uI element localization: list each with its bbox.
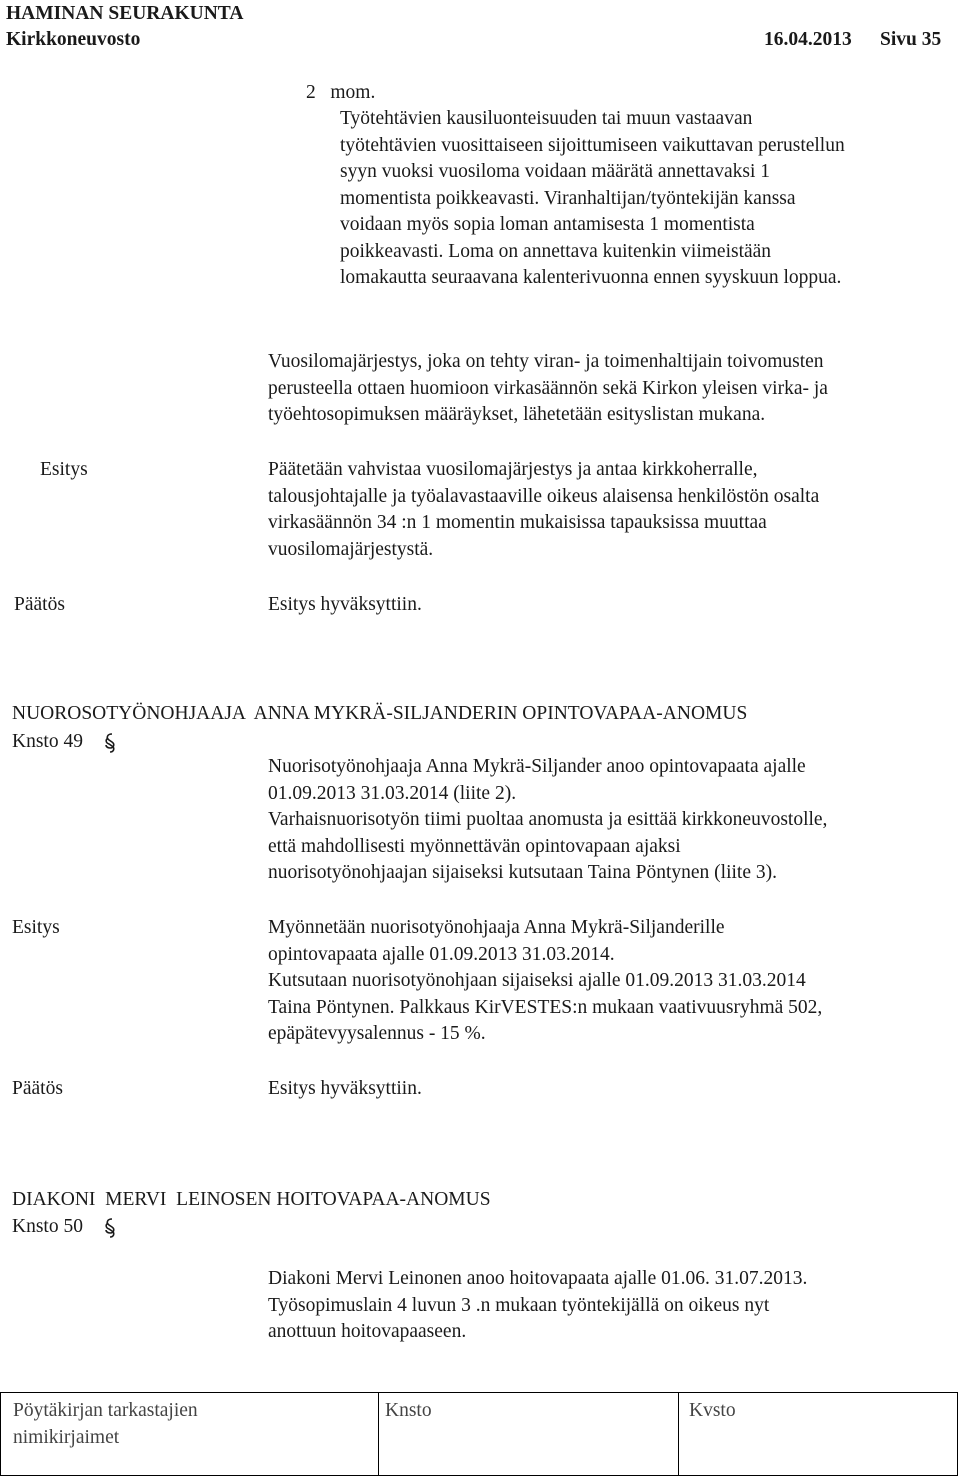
paatos-text: Esitys hyväksyttiin. <box>268 594 422 615</box>
esitys-line: epäpätevyysalennus - 15 %. <box>268 1023 486 1044</box>
para-line: Vuosilomajärjestys, joka on tehty viran- ja toimenhaltijain toivomusten <box>268 351 824 372</box>
para-line: työehtosopimuksen määräykset, lähetetään esityslistan mukana. <box>268 404 766 425</box>
body-line: Varhaisnuorisotyön tiimi puoltaa anomusta ja esittää kirkkoneuvostolle, <box>268 809 828 830</box>
mom-line: syyn vuoksi vuosiloma voidaan määrätä annettavaksi 1 <box>340 161 770 182</box>
body-line: Nuorisotyönohjaaja Anna Mykrä-Siljander anoo opintovapaata ajalle <box>268 756 806 777</box>
esitys-line: Taina Pöntynen. Palkkaus KirVESTES:n mukaan vaativuusryhmä 502, <box>268 996 823 1018</box>
section-50-title: DIAKONI MERVI LEINOSEN HOITOVAPAA-ANOMUS <box>12 1189 491 1210</box>
section-49-body <box>268 754 827 887</box>
esitys-line: vuosilomajärjestystä. <box>268 538 434 560</box>
section-49-knsto <box>12 728 83 755</box>
mom-line: voidaan myös sopia loman antamisesta 1 momentista <box>340 214 755 235</box>
esitys-line: Kutsutaan nuorisotyönohjaan sijaiseksi ajalle 01.09.2013 31.03.2014 <box>268 970 806 991</box>
footer-inspectors-label: Pöytäkirjan tarkastajien <box>13 1400 198 1421</box>
body-line: anottuun hoitovapaaseen. <box>268 1321 467 1342</box>
mom-line: työtehtävien vuosittaiseen sijoittumiseen vaikuttavan perustellun <box>340 134 845 156</box>
esitys-line: talousjohtajalle ja työalavastaaville oikeus alaisensa henkilöstön osalta <box>268 485 820 507</box>
footer-cell-knsto <box>379 1393 679 1475</box>
knsto-number: Knsto 49 <box>12 731 83 752</box>
vuosiloma-paragraph <box>268 349 828 429</box>
body-line: Työsopimuslain 4 luvun 3 .n mukaan työntekijällä on oikeus nyt <box>268 1294 770 1316</box>
paatos-text: Esitys hyväksyttiin. <box>268 1078 422 1099</box>
body-name: Kirkkoneuvosto <box>6 29 141 50</box>
footer-kvsto-label: Kvsto <box>689 1400 736 1421</box>
esitys-label: Esitys <box>12 917 60 938</box>
section-49-title: NUOROSOTYÖNOHJAAJA ANNA MYKRÄ-SILJANDERIN OPINTOVAPAA-ANOMUS <box>12 703 748 724</box>
mom-line: lomakautta seuraavana kalenterivuonna ennen syyskuun loppua. <box>340 267 842 288</box>
esitys-line: Myönnetään nuorisotyönohjaaja Anna Mykrä-Siljanderille <box>268 917 725 938</box>
para-sign-icon <box>104 1217 116 1244</box>
mom-paragraph <box>340 106 845 292</box>
esitys-line: virkasäännön 34 :n 1 momentin mukaisissa tapauksissa muuttaa <box>268 512 767 533</box>
section-50-knsto <box>12 1213 83 1240</box>
mom-line: Työtehtävien kausiluonteisuuden tai muun vastaavan <box>340 108 753 129</box>
body-line: Diakoni Mervi Leinonen anoo hoitovapaata ajalle 01.06. 31.07.2013. <box>268 1268 808 1289</box>
footer-knsto-label: Knsto <box>385 1400 432 1421</box>
footer-signature-table <box>0 1392 958 1476</box>
paatos-label: Päätös <box>12 1078 63 1099</box>
header-date: 16.04.2013 <box>764 29 852 50</box>
body-line: että mahdollisesti myönnettävän opintovapaan ajaksi <box>268 835 681 857</box>
esitys-line: Päätetään vahvistaa vuosilomajärjestys ja antaa kirkkoherralle, <box>268 459 758 480</box>
para-sign-icon <box>104 732 116 759</box>
mom-line: poikkeavasti. Loma on annettava kuitenkin viimeistään <box>340 240 772 262</box>
mom-label: 2 mom. <box>306 82 376 103</box>
footer-cell-inspectors <box>1 1393 379 1475</box>
footer-initials-label: nimikirjaimet <box>13 1427 120 1448</box>
body-line: 01.09.2013 31.03.2014 (liite 2). <box>268 782 517 804</box>
para-line: perusteella ottaen huomioon virkasäännön sekä Kirkon yleisen virka- ja <box>268 377 828 399</box>
esitys-line: opintovapaata ajalle 01.09.2013 31.03.2014. <box>268 943 615 965</box>
mom-line: momentista poikkeavasti. Viranhaltijan/työntekijän kanssa <box>340 187 796 209</box>
esitys-paragraph <box>268 457 819 563</box>
section-50-body <box>268 1266 807 1346</box>
header-page: Sivu 35 <box>880 29 942 50</box>
paatos-label: Päätös <box>14 594 65 615</box>
org-name: HAMINAN SEURAKUNTA <box>6 3 244 24</box>
body-line: nuorisotyönohjaajan sijaiseksi kutsutaan Taina Pöntynen (liite 3). <box>268 862 777 883</box>
section-49-esitys <box>268 915 822 1048</box>
esitys-label: Esitys <box>40 459 88 480</box>
footer-cell-kvsto <box>679 1393 957 1475</box>
knsto-number: Knsto 50 <box>12 1216 83 1237</box>
